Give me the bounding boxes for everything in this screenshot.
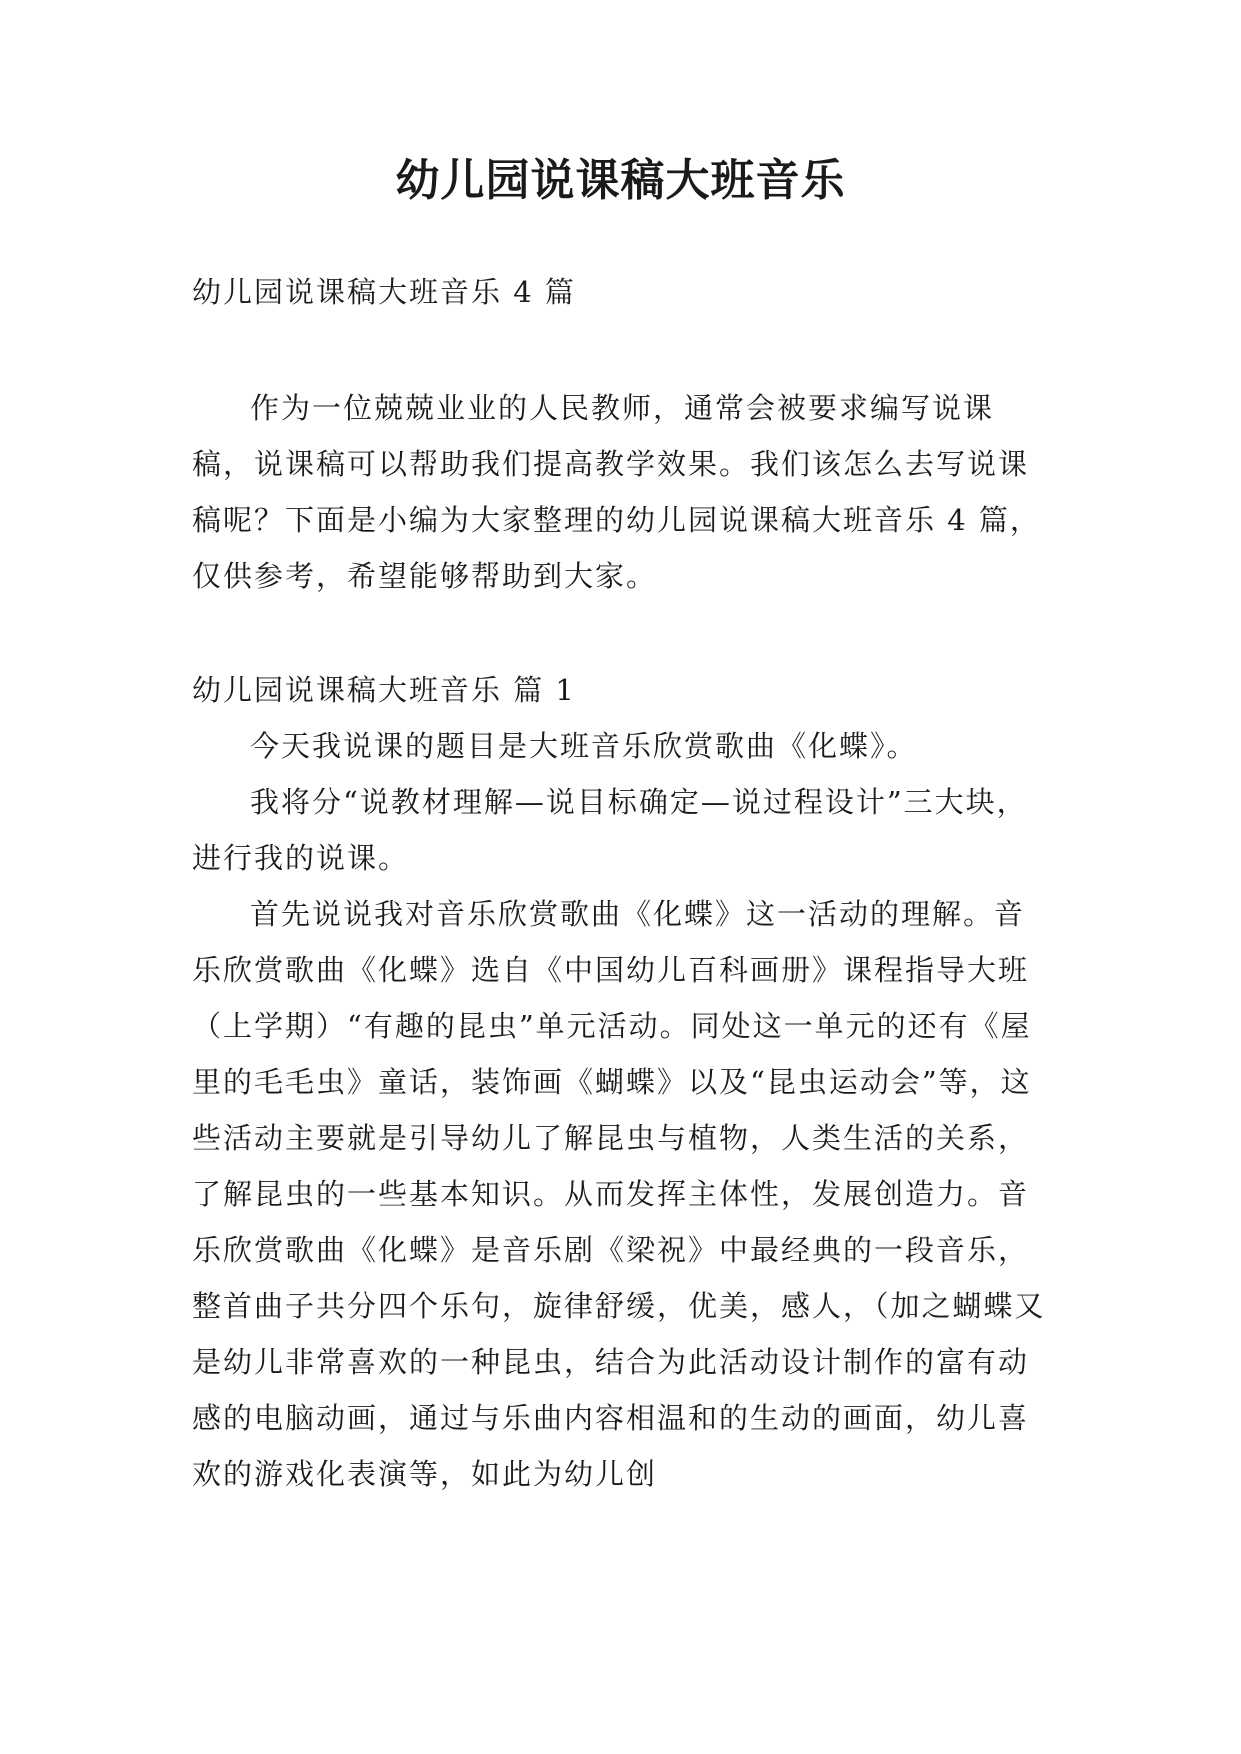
document-subtitle: 幼儿园说课稿大班音乐 4 篇 [192,275,576,309]
document-body [192,264,1052,1502]
document-title: 幼儿园说课稿大班音乐 [395,155,846,206]
section-heading: 幼儿园说课稿大班音乐 篇 1 [192,673,576,707]
body-paragraph-2: 我将分“说教材理解—说目标确定—说过程设计”三大块，进行我的说课。 [192,785,1028,875]
body-paragraph-3: 首先说说我对音乐欣赏歌曲《化蝶》这一活动的理解。音乐欣赏歌曲《化蝶》选自《中国幼儿百科画册》课程指导大班（上学期）“有趣的昆虫”单元活动。同处这一单元的还有《屋里的毛毛虫》童话，装饰画《蝴蝶》以及“昆虫运动会”等，这些活动主要就是引导幼儿了解昆虫与植物，人类生活的关系，了解昆虫的一些基本知识。从而发挥主体性，发展创造力。音乐欣赏歌曲《化蝶》是音乐剧《梁祝》中最经典的一段音乐，整首曲子共分四个乐句，旋律舒缓，优美，感人，（加之蝴蝶又是幼儿非常喜欢的一种昆虫，结合为此活动设计制作的富有动感的电脑动画，通过与乐曲内容相温和的生动的画面，幼儿喜欢的游戏化表演等，如此为幼儿创 [192,897,1046,1491]
body-paragraph-1: 今天我说课的题目是大班音乐欣赏歌曲《化蝶》。 [250,729,918,763]
intro-paragraph: 作为一位兢兢业业的人民教师，通常会被要求编写说课稿，说课稿可以帮助我们提高教学效果。我们该怎么去写说课稿呢？下面是小编为大家整理的幼儿园说课稿大班音乐 4 篇，仅供参考，希望能够帮助到大家。 [192,391,1041,593]
